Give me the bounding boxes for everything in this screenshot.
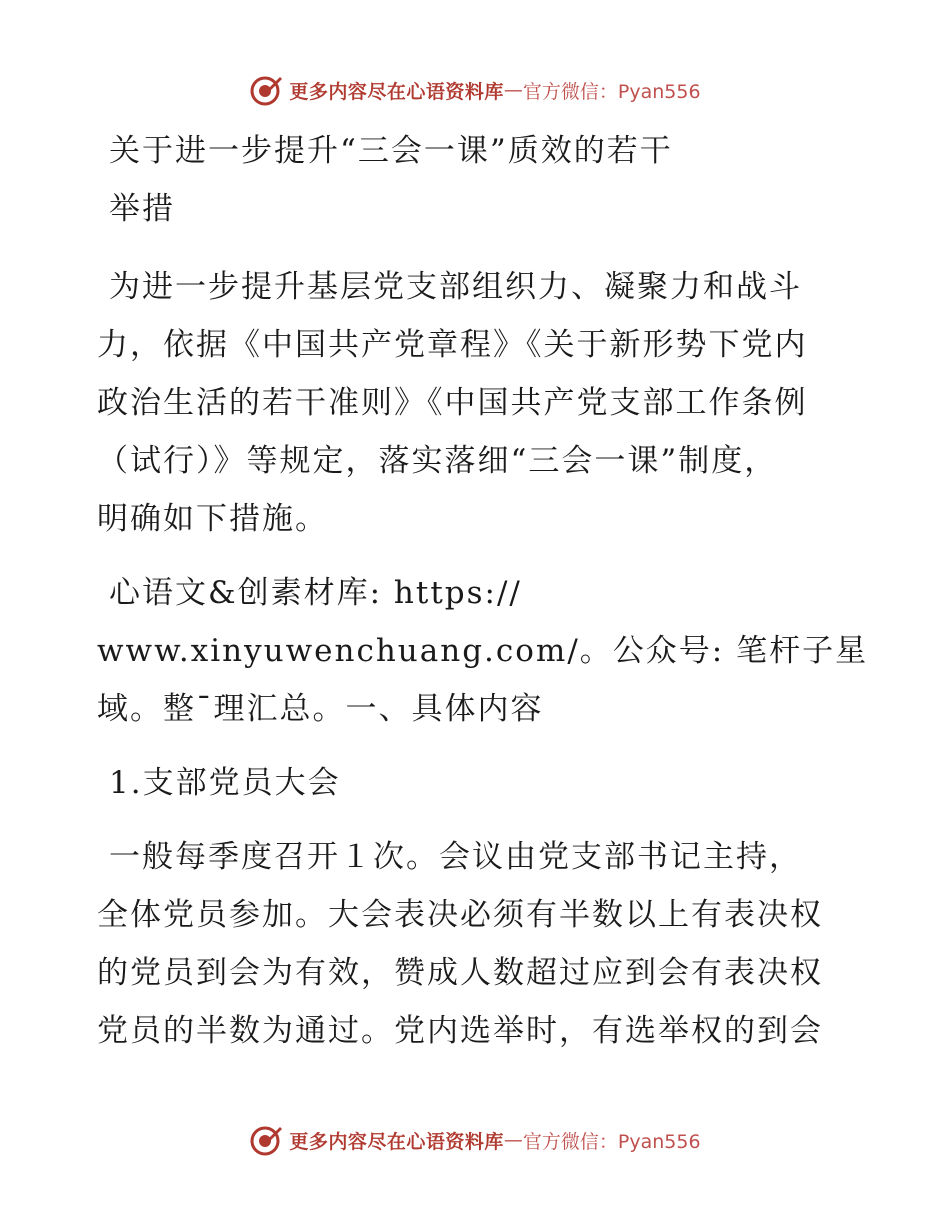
banner-wechat: 官方微信：Pyan556	[522, 1130, 701, 1153]
section-body-line: 的党员到会为有效，赞成人数超过应到会有表决权	[97, 955, 823, 991]
section-heading: 1.支部党员大会	[109, 765, 341, 801]
intro-line: 力，依据《中国共产党章程》《关于新形势下党内	[97, 327, 808, 363]
banner-text: 更多内容尽在心语资料库	[289, 1130, 504, 1153]
header-banner	[0, 70, 950, 110]
banner-dash: —	[503, 79, 523, 101]
intro-line: 明确如下措施。	[97, 501, 328, 537]
section-body	[97, 828, 857, 1060]
section-body-line: 党员的半数为通过。党内选举时，有选举权的到会	[97, 1013, 823, 1049]
document-title-line-2: 举措	[109, 191, 175, 227]
pen-logo-icon	[249, 1123, 283, 1157]
intro-line: 政治生活的若干准则》《中国共产党支部工作条例	[97, 385, 808, 421]
section-body-line: 一般每季度召开１次。会议由党支部书记主持，	[109, 839, 802, 875]
source-line: 心语文&创素材库: https://	[109, 575, 522, 611]
document-body	[97, 122, 869, 1060]
source-paragraph	[97, 564, 869, 738]
intro-line: （试行）》等规定，落实落细“三会一课”制度，	[97, 443, 778, 479]
intro-line: 为进一步提升基层党支部组织力、凝聚力和战斗	[109, 269, 802, 305]
intro-paragraph	[97, 258, 857, 548]
pen-logo-icon	[249, 73, 283, 107]
section-body-line: 全体党员参加。大会表决必须有半数以上有表决权	[97, 897, 823, 933]
footer-banner	[0, 1120, 950, 1160]
source-line: www.xinyuwenchuang.com/。公众号: 笔杆子星	[97, 633, 869, 669]
source-line: 域。整¯理汇总。一、具体内容	[97, 691, 544, 727]
banner-text: 更多内容尽在心语资料库	[289, 80, 504, 103]
document-title-line-1: 关于进一步提升“三会一课”质效的若干	[109, 133, 673, 169]
banner-dash: —	[503, 1129, 523, 1151]
banner-wechat: 官方微信：Pyan556	[522, 80, 701, 103]
